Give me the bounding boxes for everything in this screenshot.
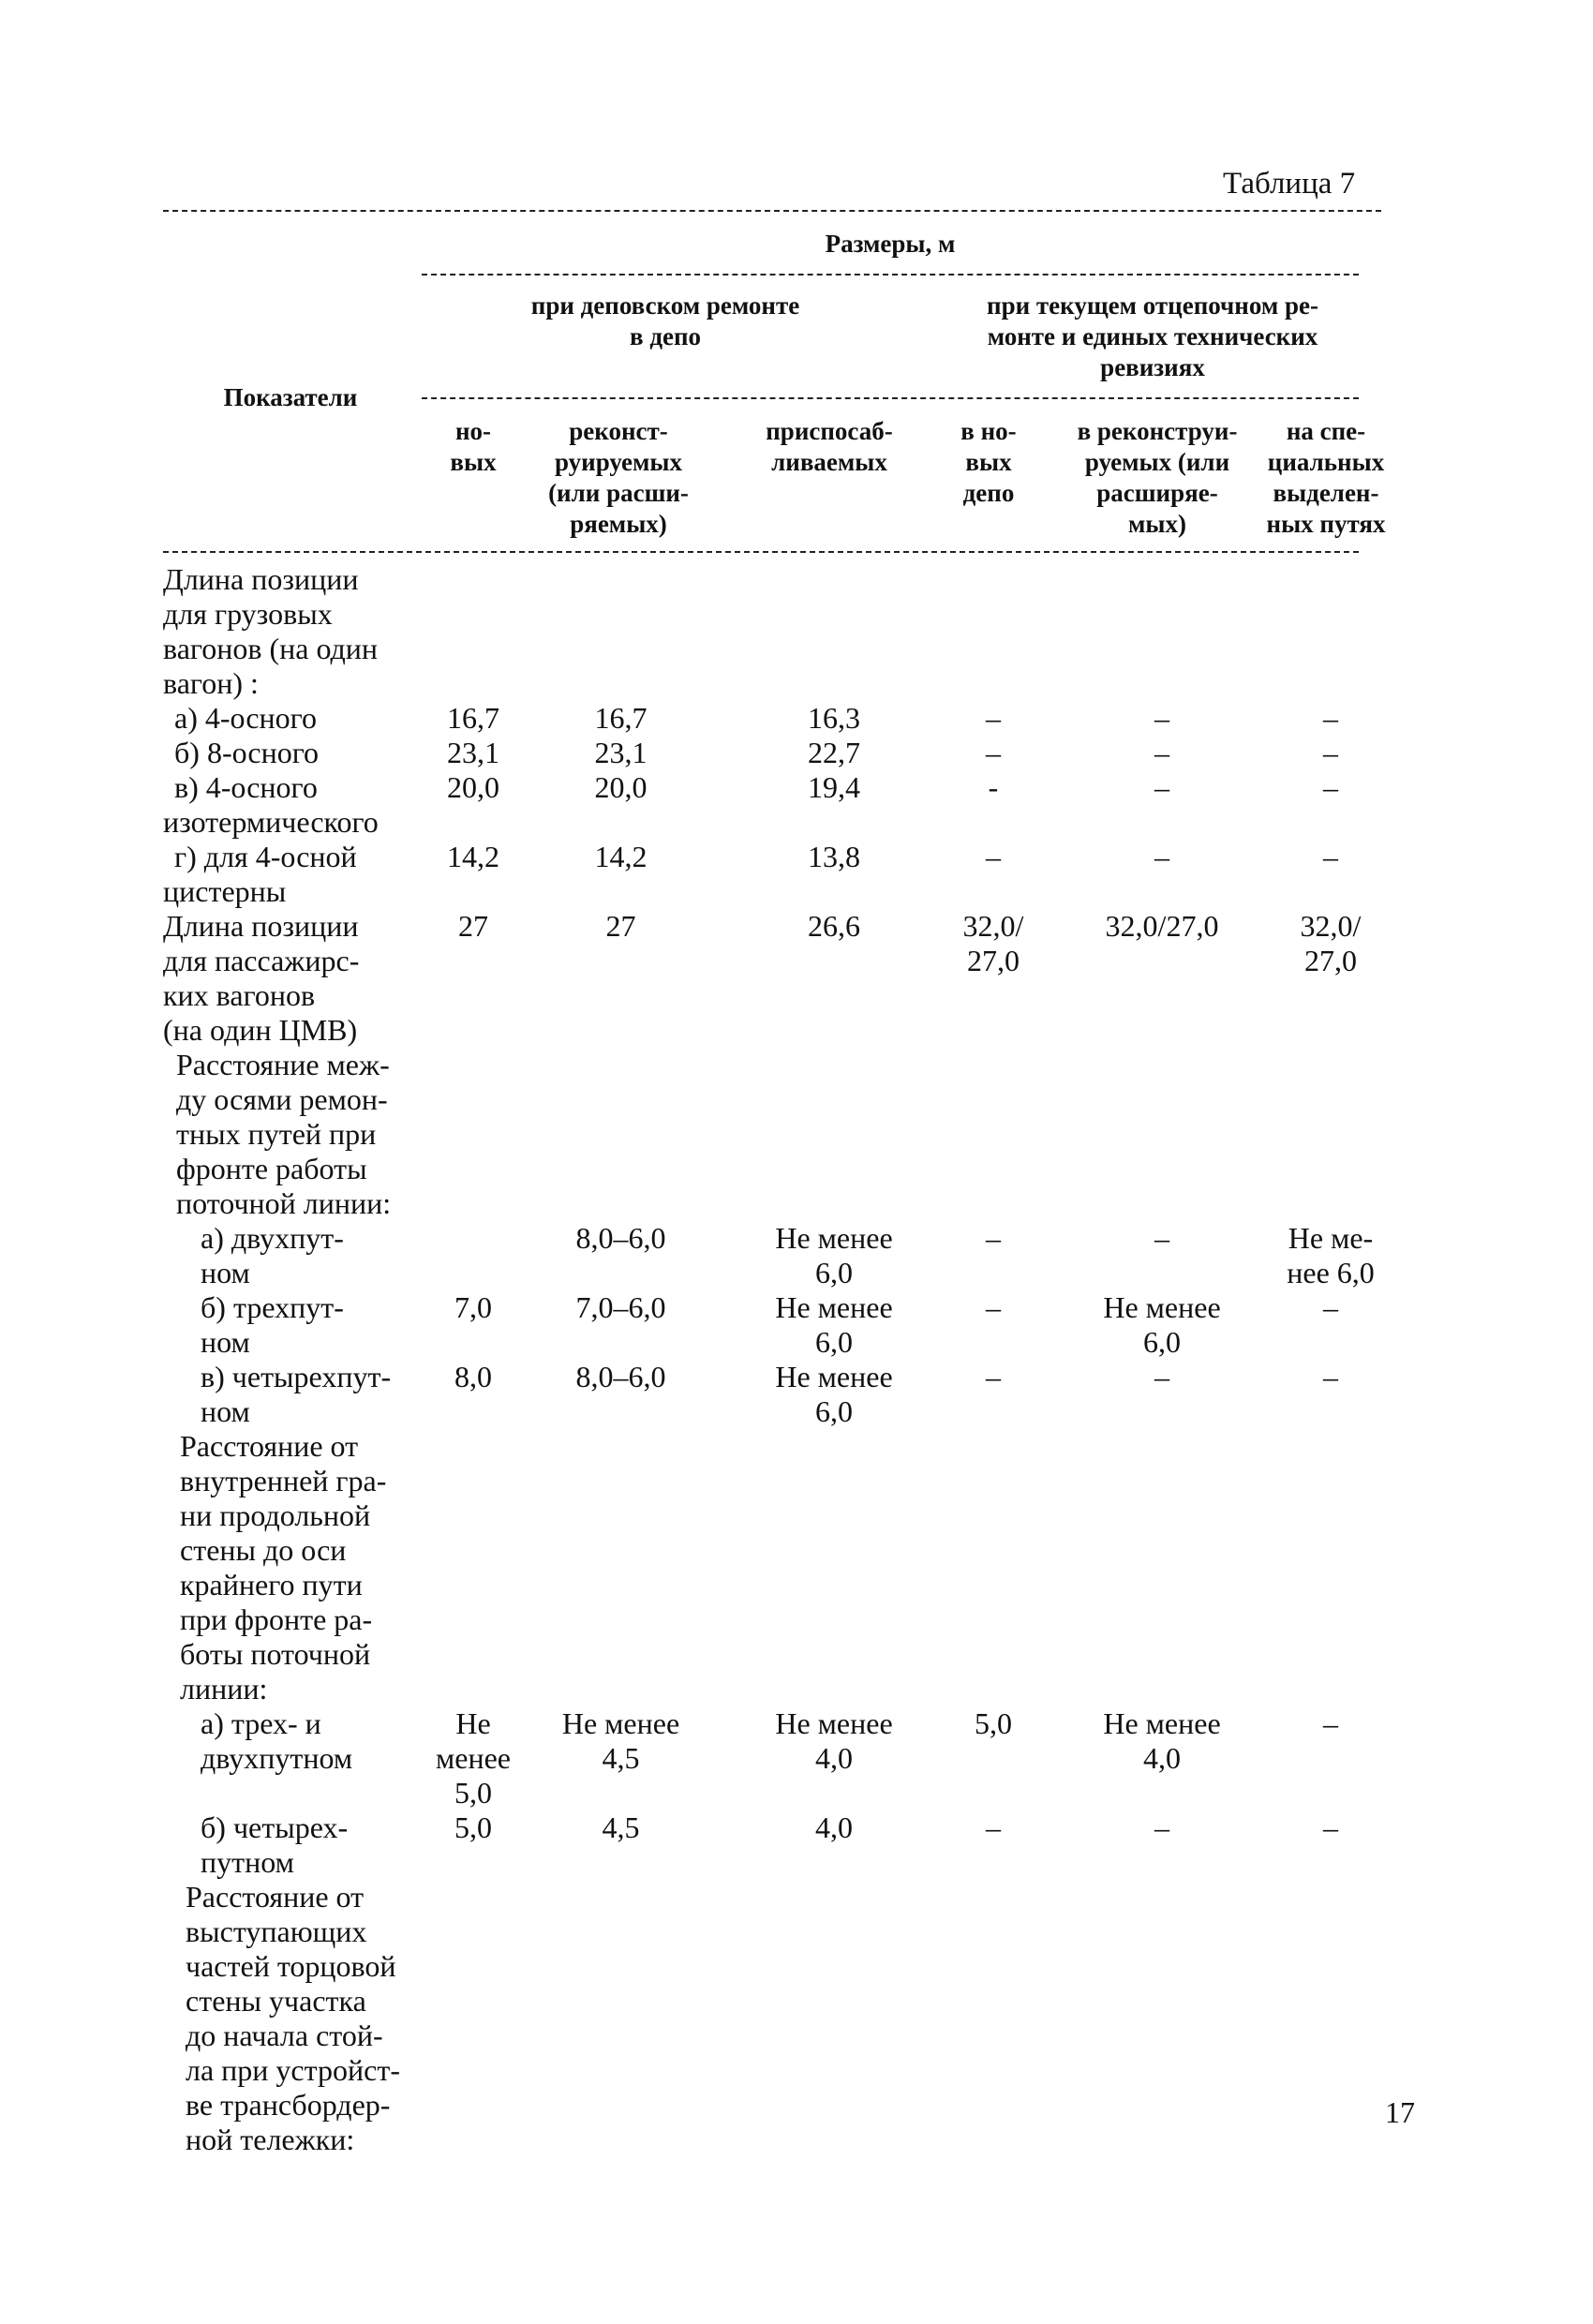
value-cell: Не менее 4,5 (561, 1706, 680, 1775)
value-cell: Не менее 6,0 (775, 1360, 893, 1428)
row-label: Расстояние от внутренней гра- ни продольной стены до оси крайнего пути при фронте ра- боты поточной линии: (180, 1429, 387, 1706)
value-cell: Не менее 6,0 (775, 1221, 893, 1289)
value-cell: 23,1 (447, 736, 499, 769)
value-cell: 32,0/ 27,0 (1300, 909, 1362, 977)
value-cell: 13,8 (808, 840, 860, 873)
value-cell: – (1323, 1810, 1338, 1844)
value-cell: 16,7 (447, 701, 499, 735)
header-col-special: на спе- циальных выделен- ных путях (1266, 417, 1386, 538)
table-top-rule (163, 210, 1381, 212)
value-cell: – (986, 840, 1001, 873)
value-cell: 19,4 (808, 770, 860, 804)
value-cell: 14,2 (594, 840, 648, 873)
header-col-adapted: приспосаб- ливаемых (766, 417, 893, 476)
value-cell: – (1323, 1360, 1338, 1393)
value-cell: – (1154, 1810, 1169, 1844)
row-label: г) для 4-осной цистерны (163, 840, 357, 908)
row-label: а) трех- и двухпутном (201, 1706, 353, 1775)
value-cell: 8,0 (454, 1360, 492, 1393)
value-cell: – (1154, 1221, 1169, 1255)
value-cell: Не менее 4,0 (775, 1706, 893, 1775)
value-cell: 8,0–6,0 (575, 1360, 666, 1393)
header-bottom-rule (163, 551, 1359, 553)
value-cell: 14,2 (447, 840, 499, 873)
row-label: а) 4-осного (174, 701, 317, 735)
value-cell: 27 (605, 909, 636, 943)
value-cell: – (1154, 701, 1169, 735)
value-cell: 8,0–6,0 (575, 1221, 666, 1255)
header-col-reconstructed: реконст- руируемых (или расши- ряемых) (548, 417, 689, 538)
value-cell: Не менее 4,0 (1103, 1706, 1221, 1775)
value-cell: 32,0/ 27,0 (962, 909, 1024, 977)
value-cell: 32,0/27,0 (1105, 909, 1219, 943)
value-cell: 4,5 (602, 1810, 640, 1844)
value-cell: – (986, 1810, 1001, 1844)
value-cell: Не менее 6,0 (775, 1290, 893, 1359)
value-cell: – (986, 701, 1001, 735)
value-cell: – (1323, 1706, 1338, 1740)
table-title: Таблица 7 (1223, 167, 1356, 201)
value-cell: - (988, 770, 999, 804)
row-label: Расстояние меж- ду осями ремон- тных путей при фронте работы поточной линии: (176, 1048, 392, 1220)
value-cell: 7,0 (454, 1290, 492, 1324)
row-label: в) 4-осного изотермического (163, 770, 379, 839)
value-cell: 27 (458, 909, 488, 943)
groups-under-rule (422, 397, 1359, 399)
value-cell: – (1154, 736, 1169, 769)
value-cell: 7,0–6,0 (575, 1290, 666, 1324)
value-cell: 20,0 (447, 770, 499, 804)
header-col-new-depot: в но- вых депо (960, 417, 1017, 507)
sizes-under-rule (422, 274, 1359, 276)
value-cell: 20,0 (594, 770, 648, 804)
value-cell: – (986, 1290, 1001, 1324)
value-cell: 5,0 (454, 1810, 492, 1844)
value-cell: 16,3 (808, 701, 860, 735)
value-cell: – (1323, 770, 1338, 804)
value-cell: 5,0 (975, 1706, 1012, 1740)
row-label: б) трехпут- ном (201, 1290, 344, 1359)
value-cell: – (1323, 701, 1338, 735)
page-number: 17 (1385, 2095, 1415, 2129)
value-cell: Не менее 5,0 (436, 1706, 511, 1810)
header-current-repair: при текущем отцепочном ре- монте и единых технических ревизиях (987, 291, 1318, 381)
value-cell: 23,1 (594, 736, 648, 769)
value-cell: Не менее 6,0 (1103, 1290, 1221, 1359)
value-cell: – (1323, 1290, 1338, 1324)
value-cell: Не ме- нее 6,0 (1287, 1221, 1375, 1289)
header-depot-repair: при деповском ремонте в депо (530, 291, 800, 350)
header-indicators: Показатели (223, 383, 358, 411)
value-cell: – (1154, 770, 1169, 804)
value-cell: 4,0 (815, 1810, 853, 1844)
row-label: в) четырехпут- ном (201, 1360, 392, 1428)
header-col-new: но- вых (450, 417, 497, 476)
header-sizes: Размеры, м (825, 230, 956, 258)
header-col-reconstructed-2: в реконструи- руемых (или расширяе- мых) (1077, 417, 1238, 538)
value-cell: – (1323, 736, 1338, 769)
row-label: Расстояние от выступающих частей торцовой стены участка до начала стой- ла при устройст- ве трансбордер- ной тележки: (186, 1880, 400, 2156)
value-cell: – (986, 1360, 1001, 1393)
value-cell: – (986, 1221, 1001, 1255)
value-cell: – (1154, 840, 1169, 873)
value-cell: – (1323, 840, 1338, 873)
value-cell: 26,6 (808, 909, 860, 943)
value-cell: 16,7 (594, 701, 648, 735)
row-label: Длина позиции для пассажирс- ких вагонов (на один ЦМВ) (163, 909, 360, 1047)
value-cell: – (986, 736, 1001, 769)
value-cell: 22,7 (808, 736, 860, 769)
row-label: Длина позиции для грузовых вагонов (на один вагон) : (163, 562, 379, 700)
row-label: а) двухпут- ном (201, 1221, 344, 1289)
value-cell: – (1154, 1360, 1169, 1393)
row-label: б) 8-осного (174, 736, 320, 769)
row-label: б) четырех- путном (201, 1810, 349, 1879)
